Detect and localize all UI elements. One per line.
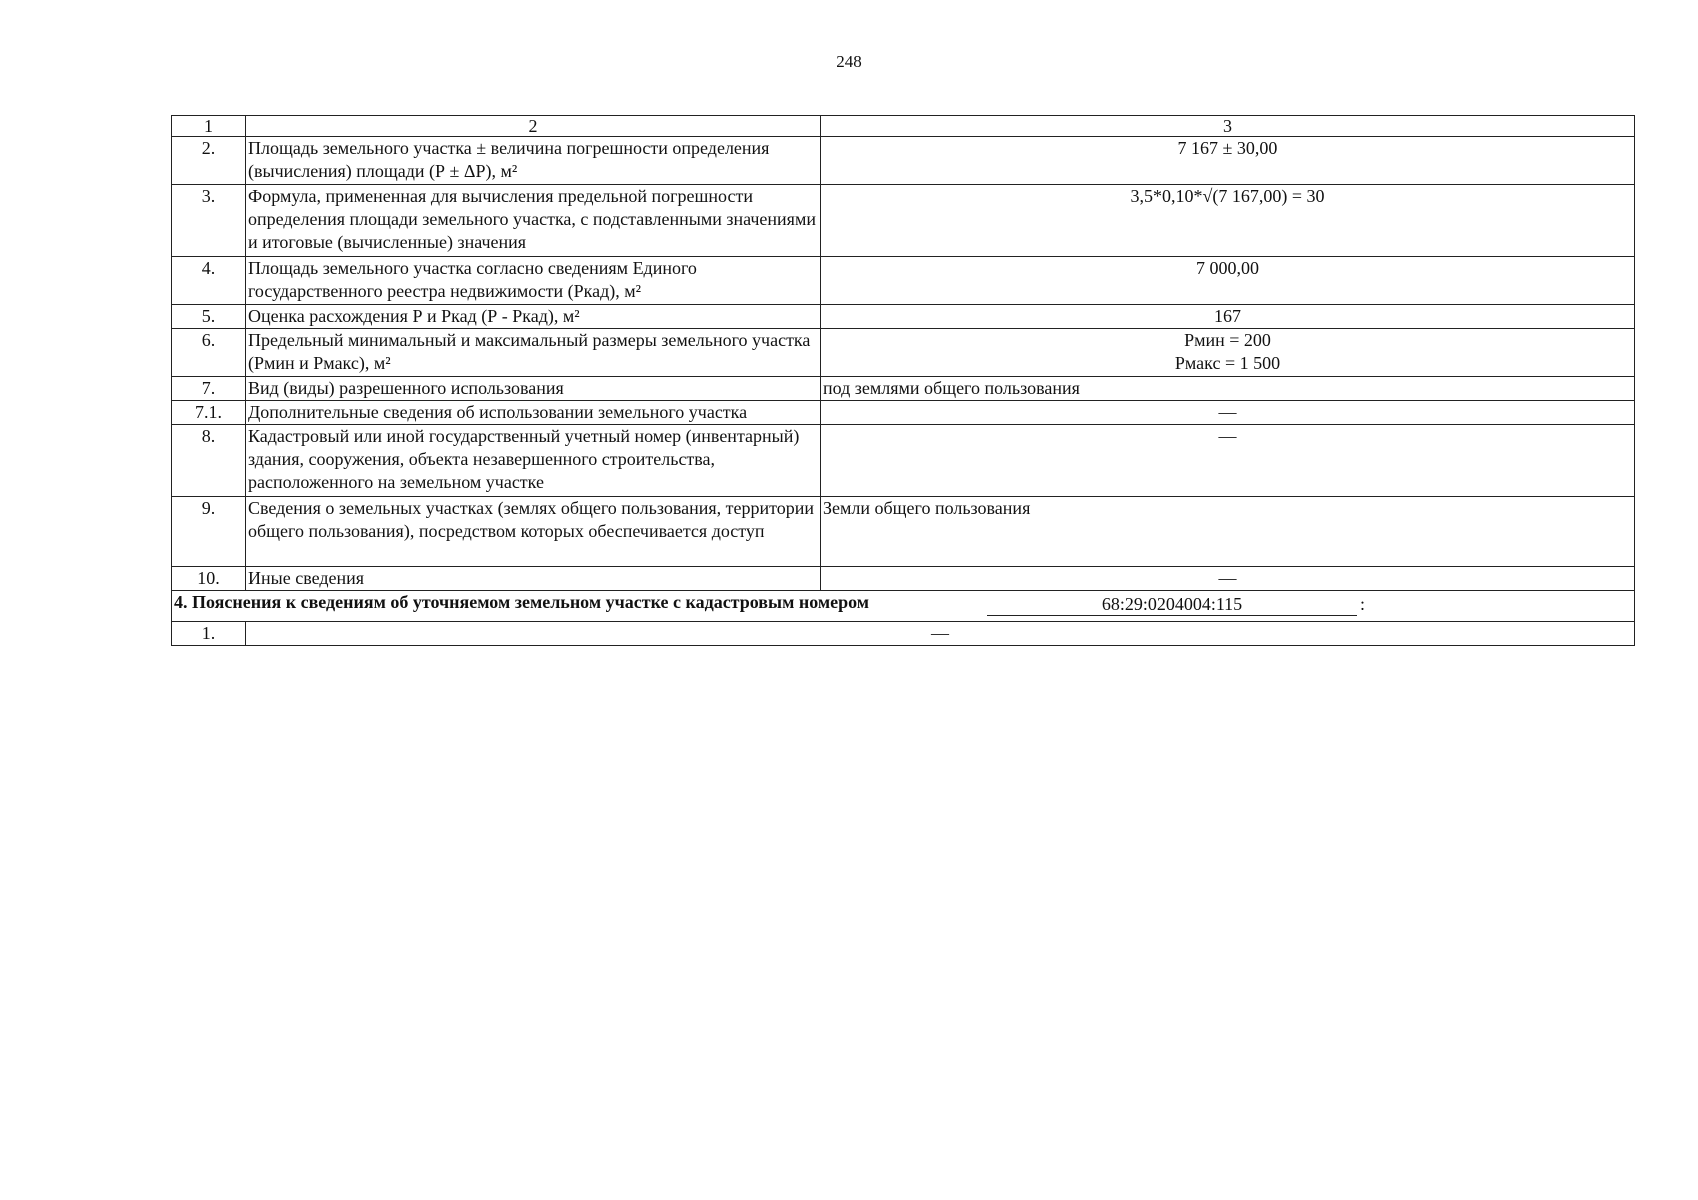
row-number: 7.1.	[172, 401, 246, 425]
row-number: 1.	[172, 622, 246, 646]
section-header	[172, 591, 1635, 622]
row-number: 8.	[172, 425, 246, 497]
row-description: Площадь земельного участка согласно сведениям Единого государственного реестра недвижимости (Ркад), м²	[246, 257, 821, 305]
table-row	[172, 257, 1635, 305]
row-number: 5.	[172, 305, 246, 329]
table-row	[172, 185, 1635, 257]
row-description: Предельный минимальный и максимальный размеры земельного участка (Рмин и Рмакс), м²	[246, 329, 821, 377]
row-number: 7.	[172, 377, 246, 401]
row-description: Дополнительные сведения об использовании земельного участка	[246, 401, 821, 425]
row-description: Площадь земельного участка ± величина погрешности определения (вычисления) площади (Р ± ΔР), м²	[246, 137, 821, 185]
land-plot-info-table	[171, 115, 1635, 646]
row-value: 7 000,00	[821, 257, 1635, 305]
row-value: —	[821, 425, 1635, 497]
row-value: под землями общего пользования	[821, 377, 1635, 401]
row-description: Кадастровый или иной государственный учетный номер (инвентарный) здания, сооружения, объекта незавершенного строительства, расположенного на земельном участке	[246, 425, 821, 497]
table-row	[172, 305, 1635, 329]
row-description: Формула, примененная для вычисления предельной погрешности определения площади земельного участка, с подставленными значениями и итоговые (вычисленные) значения	[246, 185, 821, 257]
page-number: 248	[836, 52, 862, 71]
table-row	[172, 497, 1635, 567]
row-number: 2.	[172, 137, 246, 185]
table-row	[172, 425, 1635, 497]
row-value: 167	[821, 305, 1635, 329]
header-col-3: 3	[821, 116, 1635, 137]
table-row	[172, 377, 1635, 401]
header-col-2: 2	[246, 116, 821, 137]
row-description: Иные сведения	[246, 567, 821, 591]
cadastral-number: 68:29:0204004:115	[987, 593, 1357, 616]
section-header-row	[172, 591, 1635, 622]
row-value: —	[821, 401, 1635, 425]
row-description: Вид (виды) разрешенного использования	[246, 377, 821, 401]
row-description: Оценка расхождения Р и Ркад (Р - Ркад), м²	[246, 305, 821, 329]
section-colon: :	[1360, 594, 1366, 614]
max-size-value: Рмакс = 1 500	[1174, 353, 1281, 373]
row-value: Земли общего пользования	[821, 497, 1635, 567]
table-header-row	[172, 116, 1635, 137]
row-value	[821, 329, 1635, 377]
row-number: 10.	[172, 567, 246, 591]
row-description: Сведения о земельных участках (землях общего пользования, территории общего пользования), посредством которых обеспечивается доступ	[246, 497, 821, 567]
header-col-1: 1	[172, 116, 246, 137]
row-number: 4.	[172, 257, 246, 305]
row-value: —	[246, 622, 1635, 646]
table-row	[172, 401, 1635, 425]
table-row	[172, 137, 1635, 185]
row-value: 3,5*0,10*√(7 167,00) = 30	[821, 185, 1635, 257]
min-size-value: Рмин = 200	[1184, 330, 1271, 350]
section-title: 4. Пояснения к сведениям об уточняемом земельном участке с кадастровым номером	[174, 592, 870, 612]
table-row	[172, 622, 1635, 646]
row-number: 9.	[172, 497, 246, 567]
row-number: 3.	[172, 185, 246, 257]
row-value: 7 167 ± 30,00	[821, 137, 1635, 185]
row-number: 6.	[172, 329, 246, 377]
row-value: —	[821, 567, 1635, 591]
table-row	[172, 567, 1635, 591]
table-row	[172, 329, 1635, 377]
